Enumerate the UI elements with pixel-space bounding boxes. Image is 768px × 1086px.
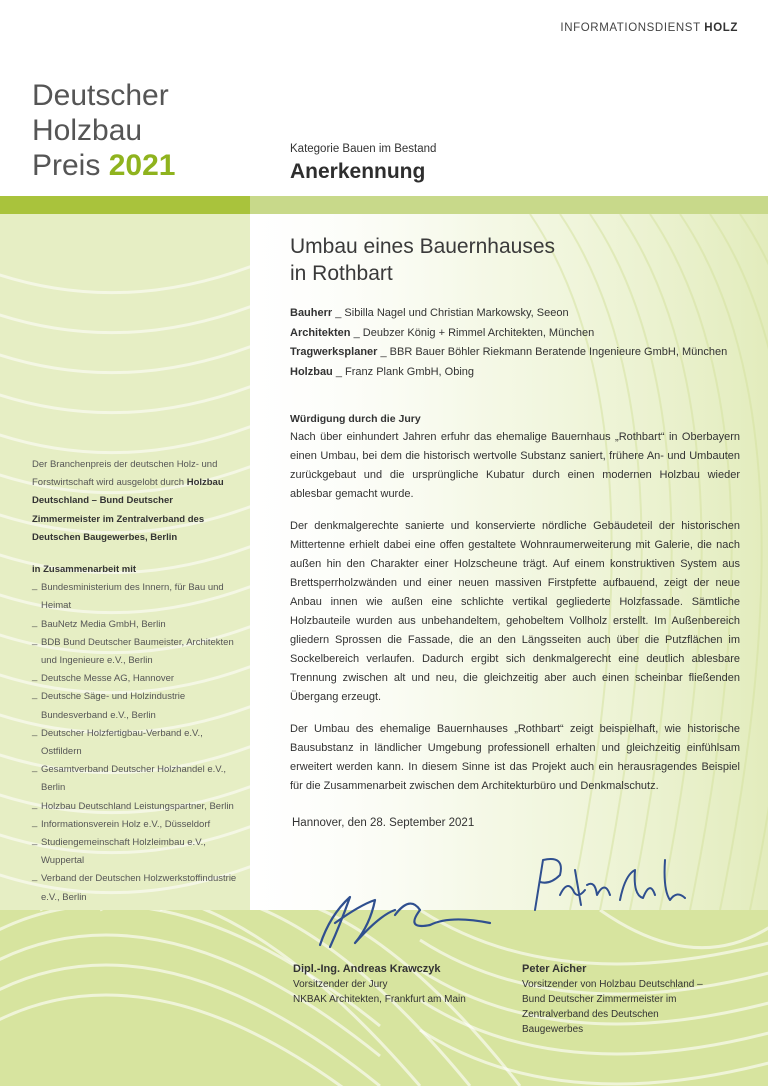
partner-item: _ BauNetz Media GmbH, Berlin [32, 616, 237, 634]
jury-paragraph: Der Umbau des ehemalige Bauernhauses „Rothbart“ zeigt beispielhaft, wie historische Bausubstanz in ländlicher Umgebung professionell erhalten und gleichzeitig einfühlsam erweitert werden kann. In diesem Sinne ist das Projekt auch ein herausragendes Beispiel für die Zusammenarbeit zwischen dem Architekturbüro und Denkmalschutz. [290, 723, 740, 792]
sidebar-intro [32, 456, 237, 547]
partner-item: _ Verband der Deutschen Holzwerkstoffindustrie e.V., Berlin [32, 870, 237, 906]
jury-paragraph: Nach über einhundert Jahren erfuhr das ehemalige Bauernhaus „Rothbart“ in Oberbayern einen Umbau, bei dem die historisch wertvolle Substanz saniert, frühere An- und Umbauten zurückgebaut und die ursprüngliche Kubatur durch einen modernen Holzbau wieder ablesbar gemacht wurde. [290, 431, 740, 500]
partner-item: _ Gesamtverband Deutscher Holzhandel e.V., Berlin [32, 761, 237, 797]
logo-line2: Holzbau [32, 114, 143, 147]
category-label: Kategorie Bauen im Bestand [290, 143, 437, 155]
credit-role: Bauherr [290, 307, 333, 319]
credits-list [290, 304, 740, 382]
partner-item: _ Deutsche Säge- und Holzindustrie Bundesverband e.V., Berlin [32, 688, 237, 724]
credit-row: Architekten _ Deubzer König + Rimmel Architekten, München [290, 326, 595, 339]
partner-item: _ Studiengemeinschaft Holzleimbau e.V., Wuppertal [32, 834, 237, 870]
publisher-prefix: INFORMATIONSDIENST [560, 22, 701, 34]
partner-item: _ Holzbau Deutschland Leistungspartner, Berlin [32, 798, 237, 816]
project-title-line2: in Rothbart [290, 262, 393, 285]
publisher-header [560, 22, 738, 34]
award-logo [32, 78, 175, 183]
sidebar-intro-text: Der Branchenpreis der deutschen Holz- und Forstwirtschaft wird ausgelobt durch [32, 459, 218, 489]
signatory-role: Vorsitzender der Jury [293, 979, 388, 990]
credit-role: Tragwerksplaner [290, 346, 378, 358]
credit-text: Sibilla Nagel und Christian Markowsky, Seeon [344, 307, 569, 319]
signature-aicher [525, 850, 695, 920]
logo-line1: Deutscher [32, 79, 169, 112]
signatory-org: Bund Deutscher Zimmermeister im Zentralverband des Deutschen Baugewerbes [522, 994, 677, 1035]
signatory-org: NKBAK Architekten, Frankfurt am Main [293, 994, 466, 1005]
partner-item: _ Deutscher Holzfertigbau-Verband e.V., Ostfildern [32, 725, 237, 761]
partner-item: _ Informationsverein Holz e.V., Düsseldorf [32, 816, 237, 834]
jury-heading: Würdigung durch die Jury [290, 413, 421, 425]
credit-text: BBR Bauer Böhler Riekmann Beratende Ingenieure GmbH, München [389, 346, 728, 358]
project-title [290, 233, 555, 287]
sidebar-text [32, 456, 237, 907]
sidebar-intro-org: Holzbau Deutschland – Bund Deutscher Zimmermeister im Zentralverband des Deutschen Baugewerbes, Berlin [32, 477, 224, 543]
signatory-2 [522, 962, 722, 1037]
place-date: Hannover, den 28. September 2021 [292, 817, 475, 829]
credit-row: Tragwerksplaner _ BBR Bauer Böhler Riekmann Beratende Ingenieure GmbH, München [290, 346, 728, 358]
credit-role: Architekten [290, 326, 351, 339]
partner-item: _ BDB Bund Deutscher Baumeister, Architekten und Ingenieure e.V., Berlin [32, 634, 237, 670]
project-title-line1: Umbau eines Bauernhauses [290, 235, 556, 258]
jury-statement [290, 413, 740, 809]
credit-text: Franz Plank GmbH, Obing [345, 365, 475, 378]
publisher-brand: HOLZ [704, 22, 738, 34]
coop-heading: in Zusammenarbeit mit [32, 564, 136, 576]
logo-line3: Preis [32, 149, 101, 182]
signatory-name: Peter Aicher [522, 963, 587, 975]
signatory-name: Dipl.-Ing. Andreas Krawczyk [293, 963, 441, 975]
signatory-1 [293, 962, 466, 1007]
credit-row: Holzbau _ Franz Plank GmbH, Obing [290, 365, 475, 378]
credit-text: Deubzer König + Rimmel Architekten, München [362, 326, 595, 339]
jury-paragraph: Der denkmalgerechte sanierte und konservierte nördliche Gebäudeteil der historischen Mittertenne erhielt dabei eine offen gestaltete Wohnraumerweiterung mit Galerie, die nach außen hin den Charakter einer Holzscheune trägt. Auf einem konstruktiven System aus Brettsperrholzwänden und einer neuen massiven Firstpfette aufbauend, zeigt der neue Anbau innen wie außen eine schlichte vertikal gegliederte Holzfassade. Sämtliche Holzbauteile wurden aus unbehandeltem, gehobeltem Vollholz erstellt. Im Außenbereich gliedern Sprossen die Fassade, die an den Längsseiten auch über die Putzflächen im Sockelbereich verlaufen. Dadurch ergibt sich denkmalgerecht eine deutlich ablesbare Trennung zwischen alt und neu, die gleichzeitig aber auch einen scheinbar fließenden Übergang erzeugt. [290, 520, 740, 703]
award-title: Anerkennung [290, 160, 426, 183]
signature-krawczyk [300, 885, 500, 955]
partner-item: _ Deutsche Messe AG, Hannover [32, 670, 237, 688]
credit-role: Holzbau [290, 365, 333, 378]
logo-year: 2021 [108, 149, 176, 182]
credit-row: Bauherr _ Sibilla Nagel und Christian Markowsky, Seeon [290, 307, 569, 319]
signatory-role: Vorsitzender von Holzbau Deutschland – [522, 979, 703, 990]
partner-list [32, 579, 237, 907]
partner-item: _ Bundesministerium des Innern, für Bau und Heimat [32, 579, 237, 615]
